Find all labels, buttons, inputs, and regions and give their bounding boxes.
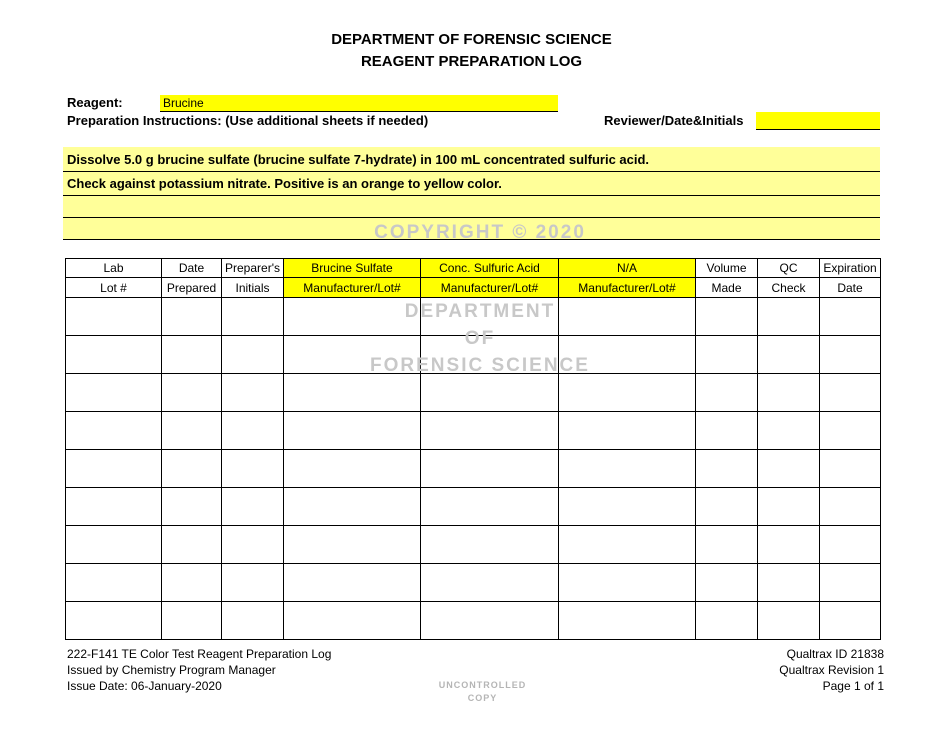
- table-cell[interactable]: [696, 564, 758, 602]
- table-cell[interactable]: [758, 336, 820, 374]
- table-cell[interactable]: [758, 412, 820, 450]
- table-cell[interactable]: [820, 564, 881, 602]
- table-cell[interactable]: [66, 336, 162, 374]
- table-cell[interactable]: [696, 336, 758, 374]
- column-header-header_row2-3: Manufacturer/Lot#: [284, 278, 421, 298]
- table-cell[interactable]: [284, 602, 421, 640]
- reviewer-field[interactable]: [756, 112, 880, 130]
- column-header-header_row2-4: Manufacturer/Lot#: [421, 278, 559, 298]
- table-cell[interactable]: [162, 564, 222, 602]
- department-watermark-line-2: OF: [464, 328, 496, 349]
- table-cell[interactable]: [162, 450, 222, 488]
- table-cell[interactable]: [559, 488, 696, 526]
- table-cell[interactable]: [284, 450, 421, 488]
- table-cell[interactable]: [284, 488, 421, 526]
- table-cell[interactable]: [820, 374, 881, 412]
- column-header-header_row1-5: N/A: [559, 259, 696, 278]
- reviewer-label: Reviewer/Date&Initials: [604, 113, 744, 128]
- table-cell[interactable]: [820, 298, 881, 336]
- table-cell[interactable]: [222, 602, 284, 640]
- table-cell[interactable]: [162, 336, 222, 374]
- table-cell[interactable]: [284, 412, 421, 450]
- table-cell[interactable]: [66, 488, 162, 526]
- table-header-row-2: [66, 278, 881, 298]
- footer-right: [779, 646, 884, 694]
- reagent-label: Reagent:: [67, 95, 123, 110]
- table-cell[interactable]: [162, 488, 222, 526]
- uncontrolled-line-2: COPY: [467, 693, 498, 703]
- table-cell[interactable]: [421, 526, 559, 564]
- table-cell[interactable]: [66, 450, 162, 488]
- instruction-line-3[interactable]: [63, 196, 880, 218]
- table-cell[interactable]: [820, 450, 881, 488]
- table-cell[interactable]: [222, 488, 284, 526]
- table-row: [66, 412, 881, 450]
- table-row: [66, 488, 881, 526]
- instruction-line-1[interactable]: Dissolve 5.0 g brucine sulfate (brucine sulfate 7-hydrate) in 100 mL concentrated sulfuric acid.: [63, 147, 880, 172]
- table-cell[interactable]: [696, 526, 758, 564]
- table-cell[interactable]: [222, 450, 284, 488]
- page-subtitle: REAGENT PREPARATION LOG: [360, 53, 583, 70]
- table-cell[interactable]: [162, 298, 222, 336]
- table-cell[interactable]: [696, 450, 758, 488]
- page-number: Page 1 of 1: [822, 679, 884, 693]
- table-cell[interactable]: [421, 450, 559, 488]
- table-cell[interactable]: [696, 374, 758, 412]
- qualtrax-id: Qualtrax ID 21838: [786, 647, 884, 661]
- table-row: [66, 564, 881, 602]
- column-header-header_row2-5: Manufacturer/Lot#: [559, 278, 696, 298]
- table-cell[interactable]: [696, 602, 758, 640]
- table-cell[interactable]: [696, 298, 758, 336]
- table-cell[interactable]: [162, 412, 222, 450]
- table-cell[interactable]: [559, 602, 696, 640]
- qualtrax-revision: Qualtrax Revision 1: [779, 663, 884, 677]
- table-row: [66, 450, 881, 488]
- table-cell[interactable]: [66, 298, 162, 336]
- table-cell[interactable]: [559, 412, 696, 450]
- table-cell[interactable]: [222, 298, 284, 336]
- column-header-header_row1-8: Expiration: [820, 259, 881, 278]
- table-cell[interactable]: [820, 488, 881, 526]
- table-cell[interactable]: [421, 374, 559, 412]
- column-header-header_row2-7: Check: [758, 278, 820, 298]
- table-cell[interactable]: [758, 564, 820, 602]
- table-cell[interactable]: [66, 374, 162, 412]
- prep-instructions-label: Preparation Instructions: (Use additional sheets if needed): [67, 113, 429, 128]
- table-cell[interactable]: [222, 336, 284, 374]
- table-cell[interactable]: [222, 526, 284, 564]
- page-title: DEPARTMENT OF FORENSIC SCIENCE: [331, 31, 612, 48]
- table-cell[interactable]: [696, 488, 758, 526]
- table-cell[interactable]: [820, 412, 881, 450]
- table-cell[interactable]: [559, 564, 696, 602]
- table-cell[interactable]: [758, 374, 820, 412]
- table-cell[interactable]: [758, 602, 820, 640]
- table-cell[interactable]: [66, 526, 162, 564]
- reagent-value-field[interactable]: Brucine: [160, 95, 558, 112]
- table-cell[interactable]: [820, 526, 881, 564]
- table-cell[interactable]: [421, 564, 559, 602]
- column-header-header_row2-6: Made: [696, 278, 758, 298]
- table-cell[interactable]: [222, 374, 284, 412]
- table-cell[interactable]: [559, 450, 696, 488]
- copyright-watermark: COPYRIGHT © 2020: [374, 222, 586, 243]
- table-cell[interactable]: [66, 412, 162, 450]
- table-row: [66, 526, 881, 564]
- uncontrolled-copy-stamp: [420, 679, 545, 705]
- table-cell[interactable]: [559, 526, 696, 564]
- table-cell[interactable]: [820, 602, 881, 640]
- table-cell[interactable]: [222, 564, 284, 602]
- issue-date: Issue Date: 06-January-2020: [67, 679, 222, 693]
- column-header-header_row1-1: Date: [162, 259, 222, 278]
- table-cell[interactable]: [758, 488, 820, 526]
- issued-by: Issued by Chemistry Program Manager: [67, 663, 276, 677]
- table-cell[interactable]: [758, 298, 820, 336]
- table-row: [66, 374, 881, 412]
- column-header-header_row2-0: Lot #: [66, 278, 162, 298]
- department-watermark-line-3: FORENSIC SCIENCE: [370, 355, 590, 376]
- column-header-header_row1-0: Lab: [66, 259, 162, 278]
- table-cell[interactable]: [758, 450, 820, 488]
- table-cell[interactable]: [162, 602, 222, 640]
- uncontrolled-line-1: UNCONTROLLED: [438, 680, 527, 690]
- column-header-header_row1-4: Conc. Sulfuric Acid: [421, 259, 559, 278]
- table-header-row-1: [66, 259, 881, 278]
- department-watermark-line-1: DEPARTMENT: [404, 301, 556, 322]
- table-cell[interactable]: [284, 374, 421, 412]
- table-cell[interactable]: [758, 526, 820, 564]
- table-cell[interactable]: [284, 526, 421, 564]
- column-header-header_row1-3: Brucine Sulfate: [284, 259, 421, 278]
- column-header-header_row2-1: Prepared: [162, 278, 222, 298]
- instruction-line-2[interactable]: Check against potassium nitrate. Positive is an orange to yellow color.: [63, 172, 880, 196]
- column-header-header_row2-8: Date: [820, 278, 881, 298]
- footer-left: [67, 646, 331, 694]
- column-header-header_row1-6: Volume: [696, 259, 758, 278]
- column-header-header_row1-2: Preparer's: [222, 259, 284, 278]
- table-cell[interactable]: [222, 412, 284, 450]
- table-cell[interactable]: [421, 488, 559, 526]
- table-cell[interactable]: [696, 412, 758, 450]
- table-cell[interactable]: [162, 374, 222, 412]
- form-number: 222-F141 TE Color Test Reagent Preparation Log: [67, 647, 332, 661]
- table-cell[interactable]: [421, 602, 559, 640]
- table-cell[interactable]: [66, 602, 162, 640]
- column-header-header_row2-2: Initials: [222, 278, 284, 298]
- table-cell[interactable]: [820, 336, 881, 374]
- table-cell[interactable]: [421, 412, 559, 450]
- table-row: [66, 602, 881, 640]
- table-cell[interactable]: [284, 564, 421, 602]
- table-cell[interactable]: [162, 526, 222, 564]
- table-cell[interactable]: [559, 374, 696, 412]
- column-header-header_row1-7: QC: [758, 259, 820, 278]
- table-cell[interactable]: [66, 564, 162, 602]
